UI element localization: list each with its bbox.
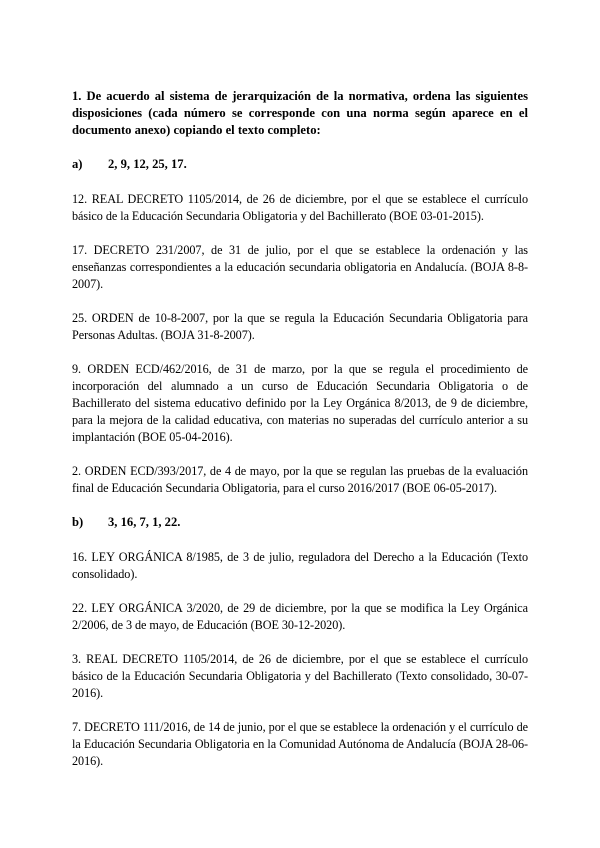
section-heading [72,514,528,531]
section-a [72,156,528,497]
question-text: 1. De acuerdo al sistema de jerarquización de la normativa, ordena las siguientes disposiciones (cada número se corresponde con una norma según aparece en el documento anexo) copiando el texto completo: [72,89,528,137]
section-heading [72,156,528,173]
norm-entry: 7. DECRETO 111/2016, de 14 de junio, por el que se establece la ordenación y el currículo de la Educación Secundaria Obligatoria en la Comunidad Autónoma de Andalucía (BOJA 28-06-2016). [72,720,528,768]
norm-entry: 25. ORDEN de 10-8-2007, por la que se regula la Educación Secundaria Obligatoria para Personas Adultas. (BOJA 31-8-2007). [72,311,528,342]
norm-entry: 12. REAL DECRETO 1105/2014, de 26 de diciembre, por el que se establece el currículo básico de la Educación Secundaria Obligatoria y del Bachillerato (BOE 03-01-2015). [72,192,528,223]
norm-entry: 9. ORDEN ECD/462/2016, de 31 de marzo, por la que se regula el procedimiento de incorporación del alumnado a un curso de Educación Secundaria Obligatoria o de Bachillerato del sistema educativo definido por la Ley Orgánica 8/2013, de 9 de diciembre, para la mejora de la calidad educativa, con materias no superadas del currículo anterior a su implantación (BOE 05-04-2016). [72,362,528,444]
section-label: b) [72,515,84,529]
section-b [72,514,528,770]
section-label: a) [72,157,83,171]
norm-entry: 16. LEY ORGÁNICA 8/1985, de 3 de julio, reguladora del Derecho a la Educación (Texto consolidado). [72,550,528,581]
norm-entry: 3. REAL DECRETO 1105/2014, de 26 de diciembre, por el que se establece el currículo básico de la Educación Secundaria Obligatoria y del Bachillerato (Texto consolidado, 30-07-2016). [72,652,528,700]
section-order: 2, 9, 12, 25, 17. [108,157,187,171]
norm-entry: 2. ORDEN ECD/393/2017, de 4 de mayo, por la que se regulan las pruebas de la evaluación final de Educación Secundaria Obligatoria, para el curso 2016/2017 (BOE 06-05-2017). [72,464,528,495]
section-order: 3, 16, 7, 1, 22. [108,515,181,529]
norm-entry: 22. LEY ORGÁNICA 3/2020, de 29 de diciembre, por la que se modifica la Ley Orgánica 2/2006, de 3 de mayo, de Educación (BOE 30-12-2020). [72,601,528,632]
document-page [72,88,528,787]
norm-entry: 17. DECRETO 231/2007, de 31 de julio, por el que se establece la ordenación y las enseñanzas correspondientes a la educación secundaria obligatoria en Andalucía. (BOJA 8-8-2007). [72,243,528,291]
